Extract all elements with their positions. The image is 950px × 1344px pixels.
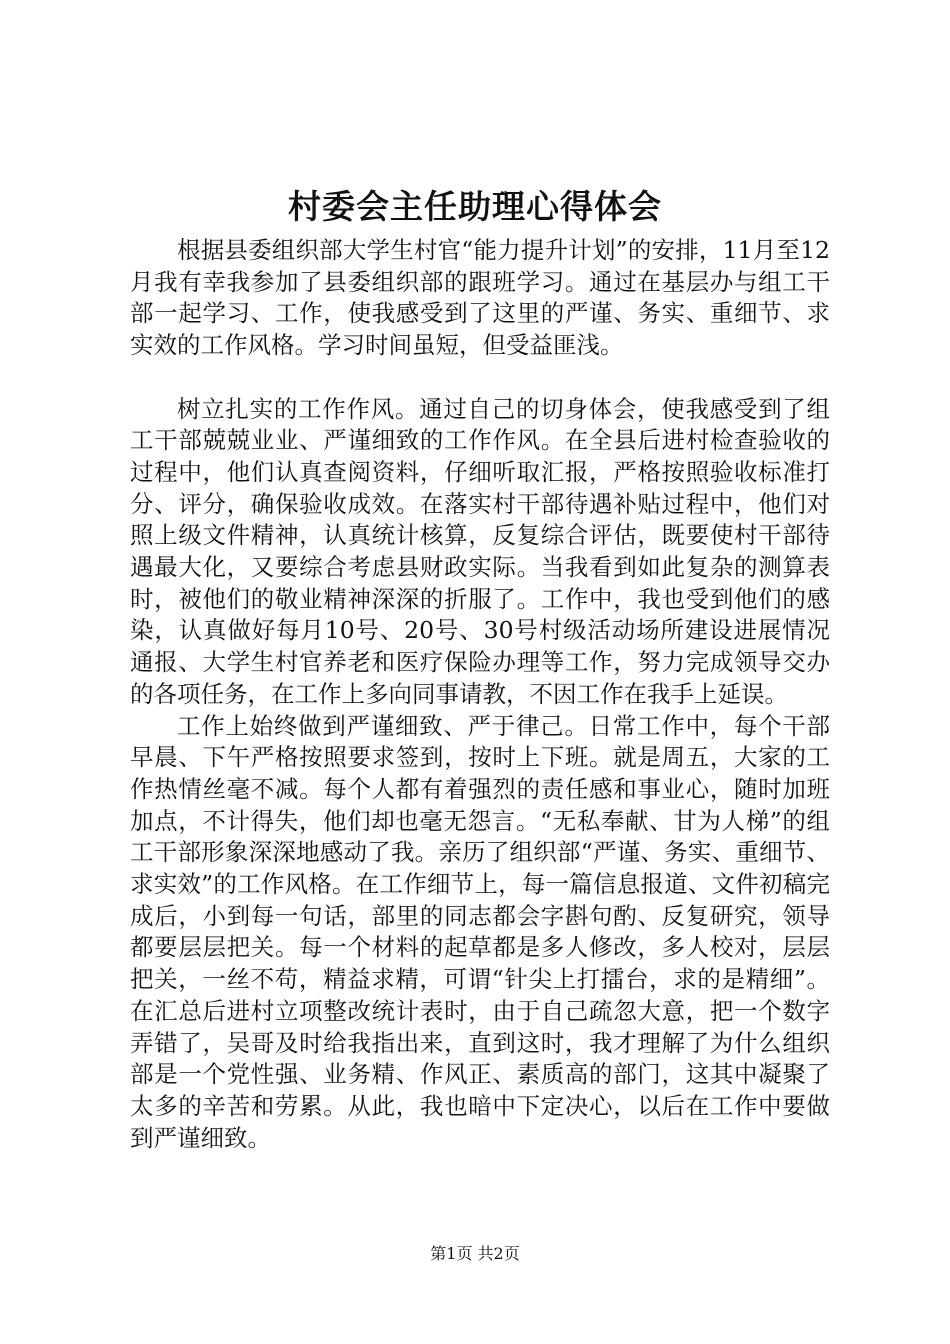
page-number-footer: 第1页 共2页	[430, 1244, 520, 1263]
paragraph-intro: 根据县委组织部大学生村官“能力提升计划”的安排，11月至12月我有幸我参加了县委组织部的跟班学习。通过在基层办与组工干部一起学习、工作，使我感受到了这里的严谨、务实、重细节、求实效的工作风格。学习时间虽短，但受益匪浅。	[130, 236, 830, 360]
paragraph-work-style: 树立扎实的工作作风。通过自己的切身体会，使我感受到了组工干部兢兢业业、严谨细致的工作作风。在全县后进村检查验收的过程中，他们认真查阅资料，仔细听取汇报，严格按照验收标准打分、评分，确保验收成效。在落实村干部待遇补贴过程中，他们对照上级文件精神，认真统计核算，反复综合评估，既要使村干部待遇最大化，又要综合考虑县财政实际。当我看到如此复杂的测算表时，被他们的敬业精神深深的折服了。工作中，我也受到他们的感染，认真做好每月10号、20号、30号村级活动场所建设进展情况通报、大学生村官养老和医疗保险办理等工作，努力完成领导交办的各项任务，在工作上多向同事请教，不因工作在我手上延误。	[130, 394, 830, 708]
paragraph-rigor: 工作上始终做到严谨细致、严于律己。日常工作中，每个干部早晨、下午严格按照要求签到，按时上下班。就是周五，大家的工作热情丝毫不减。每个人都有着强烈的责任感和事业心，随时加班加点，不计得失，他们却也毫无怨言。“无私奉献、甘为人梯”的组工干部形象深深地感动了我。亲历了组织部“严谨、务实、重细节、求实效”的工作风格。在工作细节上，每一篇信息报道、文件初稿完成后，小到每一句话，部里的同志都会字斟句酌、反复研究，领导都要层层把关。每一个材料的起草都是多人修改，多人校对，层层把关，一丝不苟，精益求精，可谓“针尖上打擂台，求的是精细”。在汇总后进村立项整改统计表时，由于自己疏忽大意，把一个数字弄错了，吴哥及时给我指出来，直到这时，我才理解了为什么组织部是一个党性强、业务精、作风正、素质高的部门，这其中凝聚了太多的辛苦和劳累。从此，我也暗中下定决心，以后在工作中要做到严谨细致。	[130, 711, 830, 1152]
document-title: 村委会主任助理心得体会	[288, 187, 662, 226]
document-body	[130, 235, 830, 1154]
